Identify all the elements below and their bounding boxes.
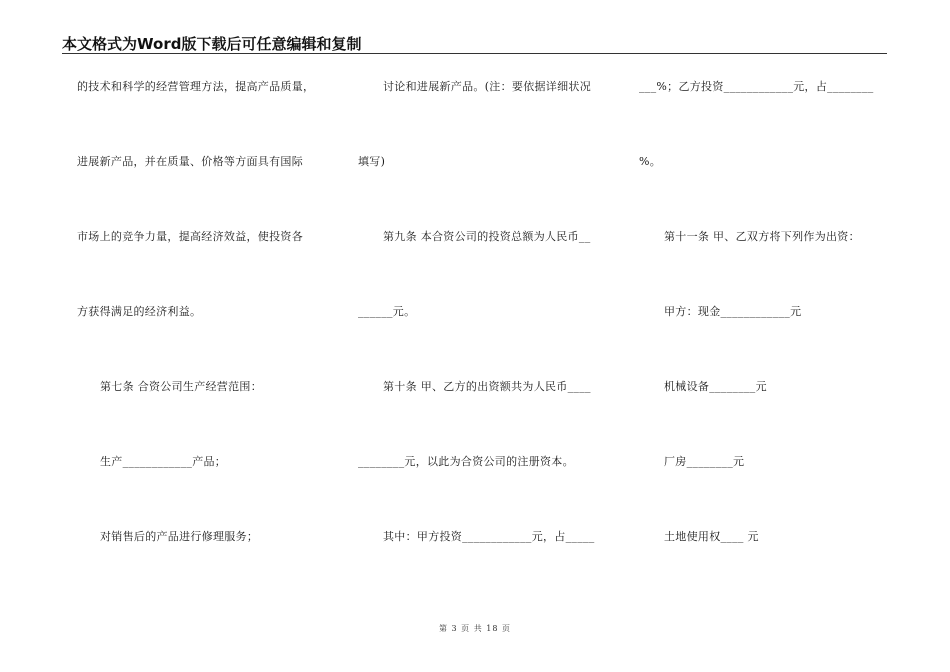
left-line-1: 的技术和科学的经营管理方法，提高产品质量， (77, 80, 315, 93)
middle-line-2: 填写) (358, 155, 386, 168)
right-line-3: 第十一条 甲、乙双方将下列作为出资： (664, 230, 860, 243)
left-line-4: 方获得满足的经济利益。 (77, 305, 202, 318)
page-number-footer: 第 3 页 共 18 页 (439, 624, 511, 633)
document-header-title: 本文格式为Word版下载后可任意编辑和复制 (62, 35, 362, 53)
left-line-5: 第七条 合资公司生产经营范围： (100, 380, 262, 393)
middle-line-5: 第十条 甲、乙方的出资额共为人民币____ (383, 380, 591, 393)
right-line-5: 机械设备________元 (664, 380, 767, 393)
header-divider (62, 53, 887, 54)
right-line-1: ___%；乙方投资____________元，占________ (639, 80, 874, 93)
left-line-2: 进展新产品，并在质量、价格等方面具有国际 (77, 155, 303, 168)
right-line-2: %。 (639, 155, 662, 168)
middle-line-1: 讨论和进展新产品。(注：要依据详细状况 (383, 80, 591, 93)
right-line-7: 土地使用权____ 元 (664, 530, 759, 543)
middle-line-4: ______元。 (358, 305, 416, 318)
left-line-3: 市场上的竞争力量，提高经济效益，使投资各 (77, 230, 303, 243)
middle-line-7: 其中：甲方投资____________元，占_____ (383, 530, 595, 543)
left-line-6: 生产____________产品； (100, 455, 227, 468)
right-line-6: 厂房________元 (664, 455, 745, 468)
middle-line-3: 第九条 本合资公司的投资总额为人民币__ (383, 230, 591, 243)
left-line-7: 对销售后的产品进行修理服务； (100, 530, 259, 543)
middle-line-6: ________元，以此为合资公司的注册资本。 (358, 455, 574, 468)
right-line-4: 甲方：现金____________元 (664, 305, 802, 318)
